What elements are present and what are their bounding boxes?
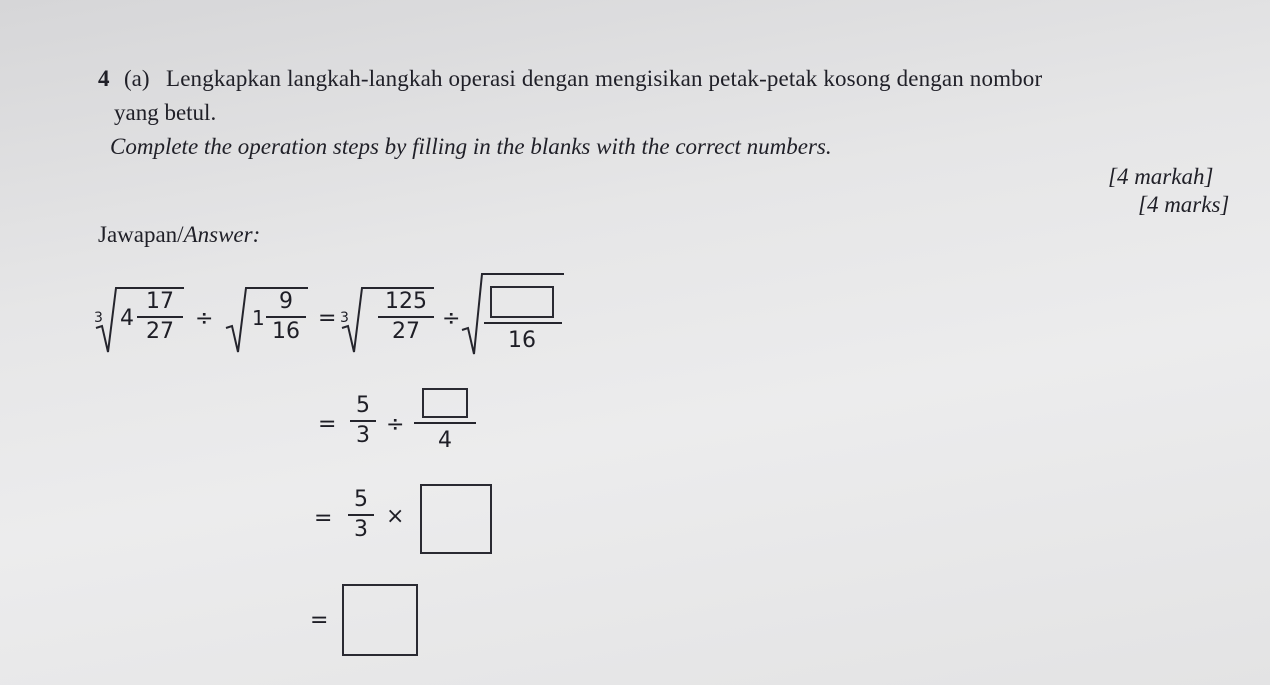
blank-box-numerator-2[interactable] <box>422 388 468 418</box>
denominator-16-blank: 16 <box>508 328 536 353</box>
answer-label <box>98 222 260 248</box>
fraction-bar <box>378 316 434 318</box>
fraction-bar-blank-16 <box>484 322 562 324</box>
fraction-125-27 <box>378 290 434 344</box>
question-part: (a) <box>124 66 150 91</box>
numerator-125: 125 <box>385 289 427 314</box>
numerator-17: 17 <box>146 289 174 314</box>
equals-sign-3: = <box>314 506 333 531</box>
fraction-bar <box>350 420 376 422</box>
cube-root-index-2: 3 <box>340 310 349 326</box>
multiplication-sign: × <box>386 504 405 529</box>
english-instruction: Complete the operation steps by filling in the blanks with the correct numbers. <box>110 134 832 159</box>
denominator-3: 3 <box>354 517 368 542</box>
division-sign-3: ÷ <box>386 412 405 437</box>
division-sign-1: ÷ <box>195 306 214 331</box>
numerator-9: 9 <box>279 289 293 314</box>
answer-label-english: Answer: <box>183 222 261 247</box>
equals-sign-1: = <box>318 306 337 331</box>
denominator-16: 16 <box>272 319 300 344</box>
fraction-bar <box>266 316 306 318</box>
blank-box-final-answer[interactable] <box>342 584 418 656</box>
fraction-17-27 <box>137 290 183 344</box>
fraction-5-3 <box>350 394 376 448</box>
division-sign-2: ÷ <box>442 306 461 331</box>
denominator-27: 27 <box>146 319 174 344</box>
mixed-whole-2: 1 <box>252 306 265 330</box>
malay-instruction-line2: yang betul. <box>114 100 217 125</box>
marks-english: [4 marks] <box>1138 192 1230 217</box>
equals-sign-2: = <box>318 412 337 437</box>
answer-label-malay: Jawapan/ <box>98 222 184 247</box>
cube-root-index: 3 <box>94 310 103 326</box>
equals-sign-4: = <box>310 608 329 633</box>
denominator-4: 4 <box>438 428 452 453</box>
numerator-5: 5 <box>356 393 370 418</box>
fraction-9-16 <box>266 290 306 344</box>
fraction-bar-blank-4 <box>414 422 476 424</box>
malay-instruction-line1: Lengkapkan langkah-langkah operasi dengan mengisikan petak-petak kosong dengan nombor <box>166 66 1043 91</box>
fraction-5-3 <box>348 488 374 542</box>
fraction-bar <box>348 514 374 516</box>
blank-box-multiplier[interactable] <box>420 484 492 554</box>
fraction-bar <box>137 316 183 318</box>
marks-malay: [4 markah] <box>1108 164 1214 189</box>
mixed-whole-1: 4 <box>120 306 134 331</box>
denominator-3: 3 <box>356 423 370 448</box>
numerator-5: 5 <box>354 487 368 512</box>
blank-box-numerator-1[interactable] <box>490 286 554 318</box>
question-number: 4 <box>98 66 110 91</box>
denominator-27: 27 <box>392 319 420 344</box>
